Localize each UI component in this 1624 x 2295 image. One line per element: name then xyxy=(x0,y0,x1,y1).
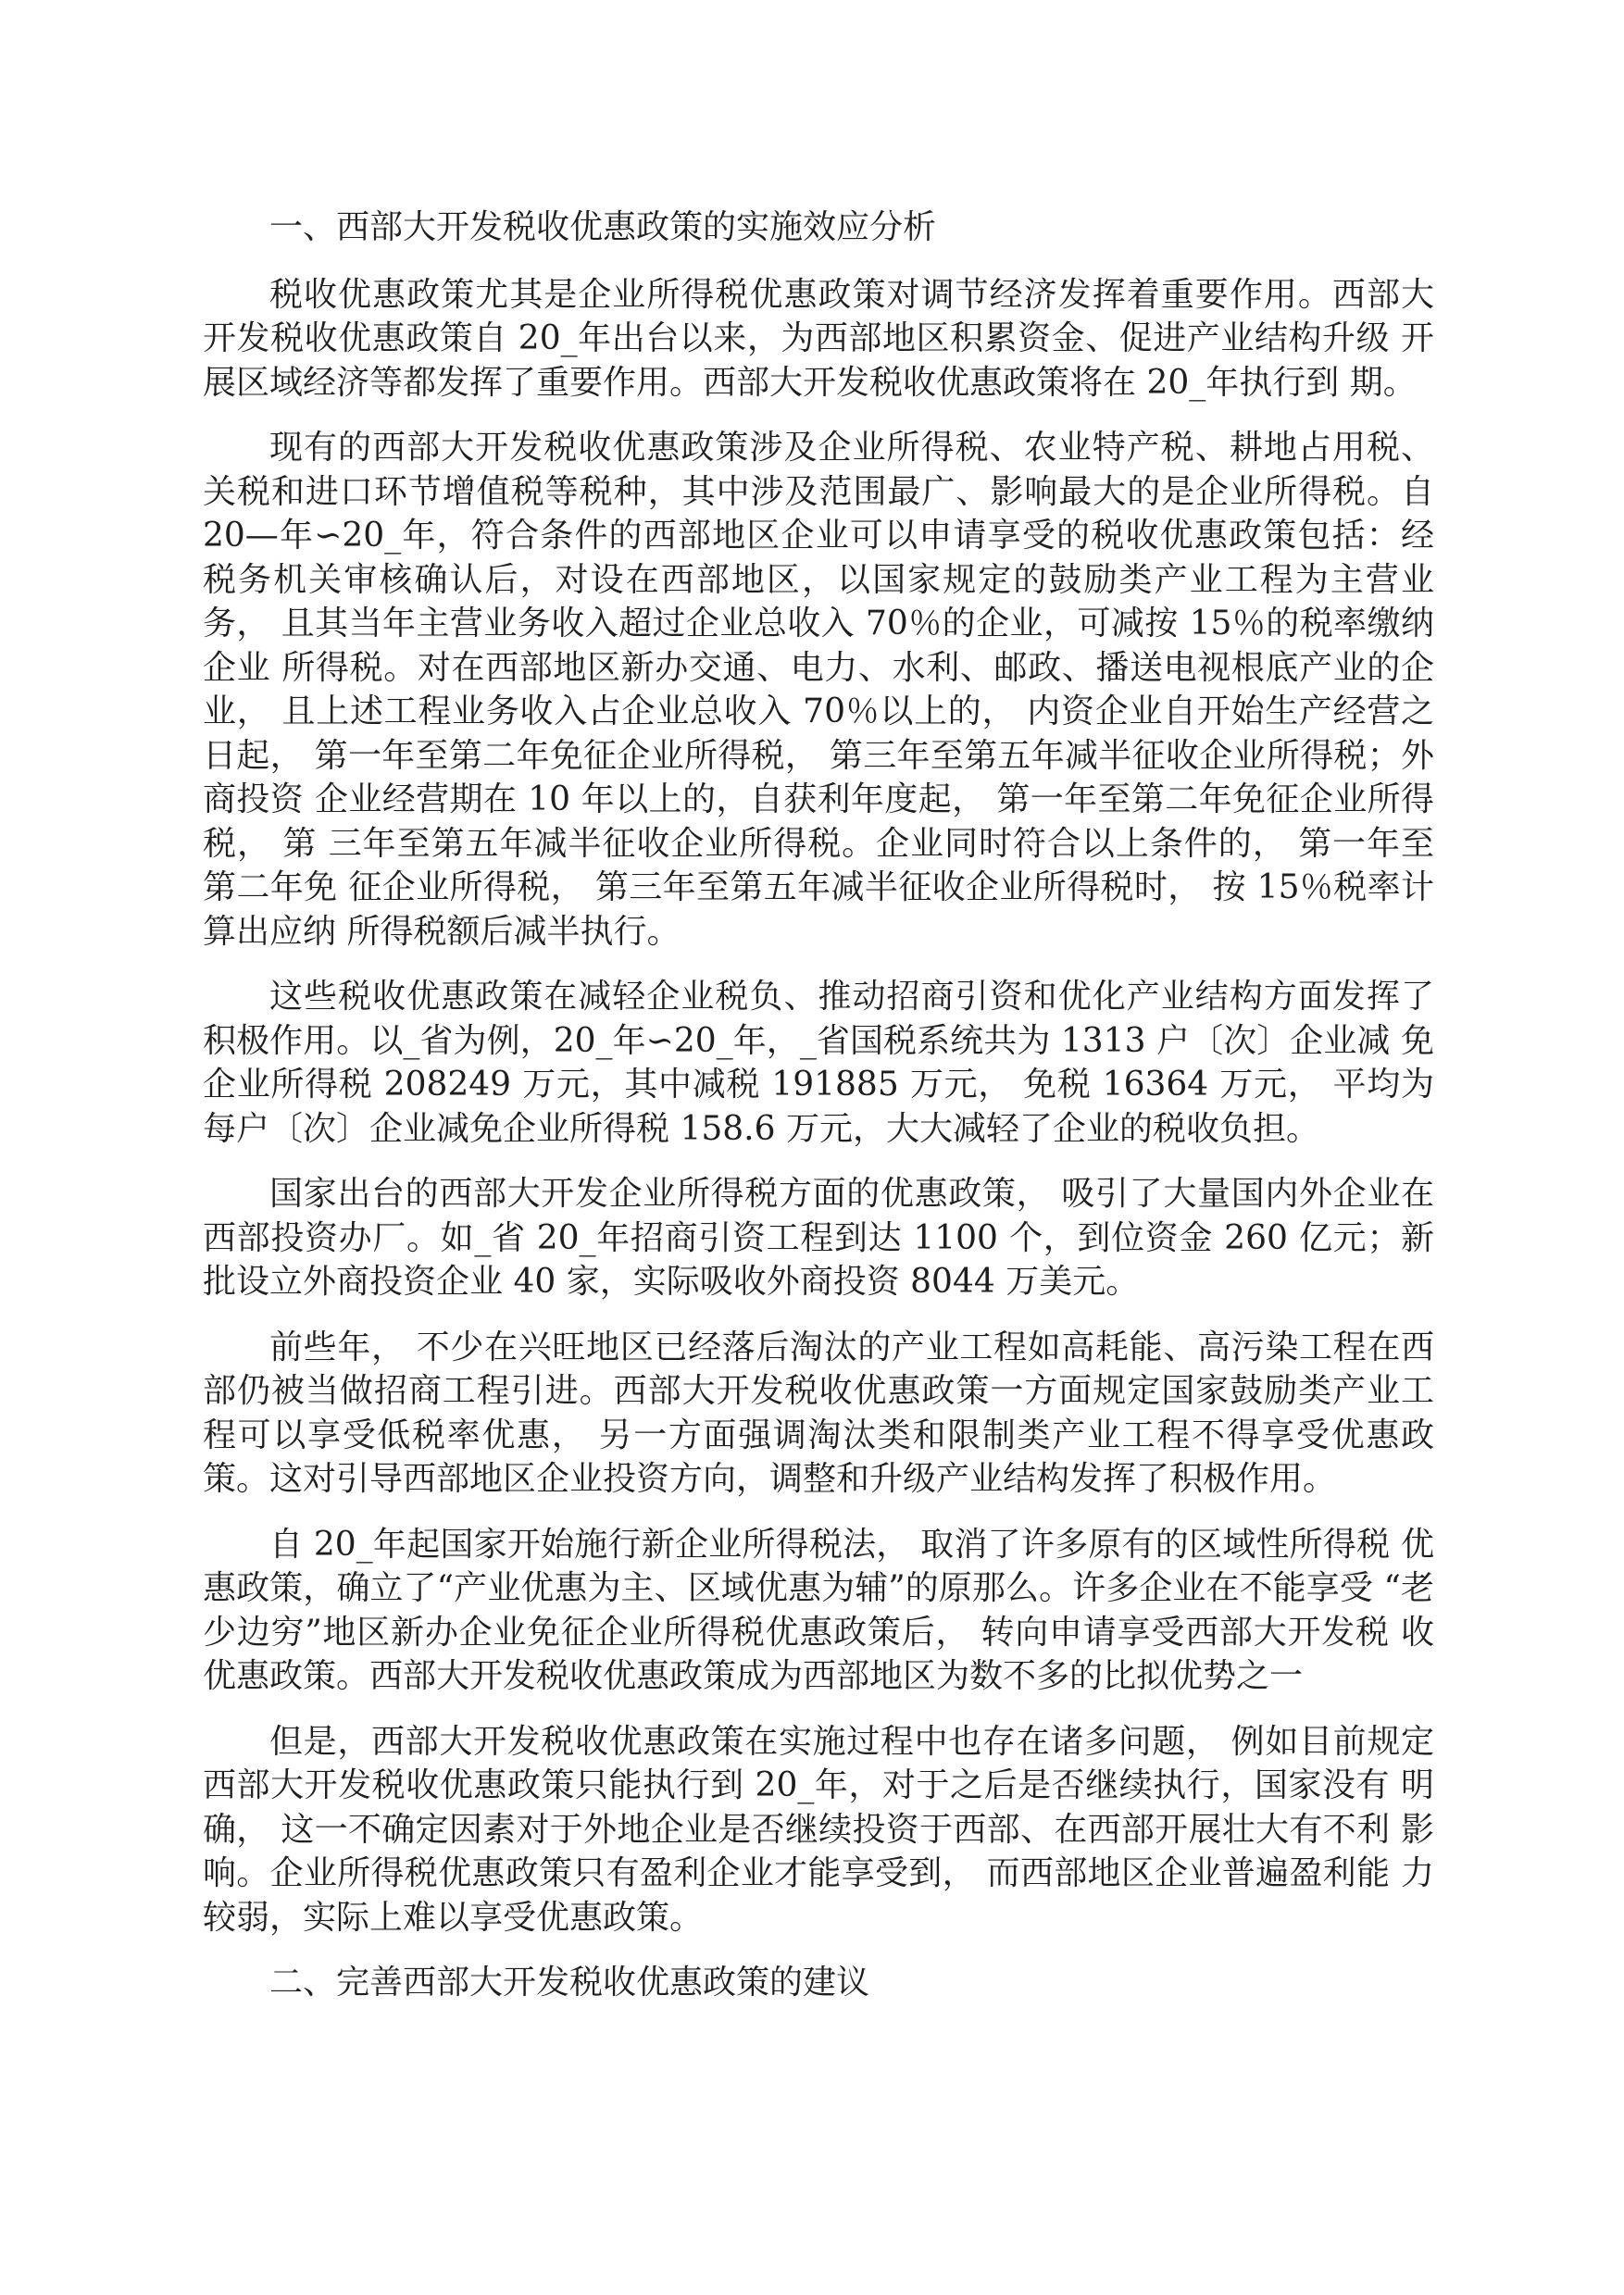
paragraph-7: 但是，西部大开发税收优惠政策在实施过程中也存在诸多问题， 例如目前规定西部大开发税收优惠政策只能执行到 20_年，对于之后是否继续执行，国家没有 明确， 这一不确定因素对于外地企业是否继续投资于西部、在西部开展壮大有不利 影响。企业所得税优惠政策只有盈利企业才能享受到， 而西部地区企业普遍盈利能 力较弱，实际上难以享受优惠政策。 xyxy=(203,1722,1434,1937)
paragraph-2: 现有的西部大开发税收优惠政策涉及企业所得税、农业特产税、耕地占用税、 关税和进口环节增值税等税种，其中涉及范围最广、影响最大的是企业所得税。自 20—年∽20_年，符合条件的西部地区企业可以申请享受的税收优惠政策包括：经 税务机关审核确认后，对设在西部地区，以国家规定的鼓励类产业工程为主营业务， 且其当年主营业务收入超过企业总收入 70％的企业，可减按 15％的税率缴纳企业 所得税。对在西部地区新办交通、电力、水利、邮政、播送电视根底产业的企业， 且上述工程业务收入占企业总收入 70％以上的， 内资企业自开始生产经营之日起， 第一年至第二年免征企业所得税， 第三年至第五年减半征收企业所得税；外商投资 企业经营期在 10 年以上的，自获利年度起， 第一年至第二年免征企业所得税， 第 三年至第五年减半征收企业所得税。企业同时符合以上条件的， 第一年至第二年免 征企业所得税， 第三年至第五年减半征收企业所得税时， 按 15％税率计算出应纳 所得税额后减半执行。 xyxy=(203,429,1434,951)
paragraph-4: 国家出台的西部大开发企业所得税方面的优惠政策， 吸引了大量国内外企业在西部投资办厂。如_省 20_年招商引资工程到达 1100 个，到位资金 260 亿元；新 批设立外商投资企业 40 家，实际吸收外商投资 8044 万美元。 xyxy=(203,1175,1434,1301)
paragraph-5: 前些年， 不少在兴旺地区已经落后淘汰的产业工程如高耗能、高污染工程在西部仍被当做招商工程引进。西部大开发税收优惠政策一方面规定国家鼓励类产业工 程可以享受低税率优惠， 另一方面强调淘汰类和限制类产业工程不得享受优惠政策。这对引导西部地区企业投资方向，调整和升级产业结构发挥了积极作用。 xyxy=(203,1328,1434,1498)
paragraph-1: 税收优惠政策尤其是企业所得税优惠政策对调节经济发挥着重要作用。西部大 开发税收优惠政策自 20_年出台以来，为西部地区积累资金、促进产业结构升级 开展区域经济等都发挥了重要作用。西部大开发税收优惠政策将在 20_年执行到 期。 xyxy=(203,275,1434,402)
section-heading-1: 一、西部大开发税收优惠政策的实施效应分析 xyxy=(269,208,937,246)
paragraph-6: 自 20_年起国家开始施行新企业所得税法， 取消了许多原有的区域性所得税 优惠政策，确立了“产业优惠为主、区域优惠为辅”的原那么。许多企业在不能享受 “老少边穷”地区新办企业免征企业所得税优惠政策后， 转向申请享受西部大开发税 收优惠政策。西部大开发税收优惠政策成为西部地区为数不多的比拟优势之一 xyxy=(203,1525,1434,1695)
section-heading-2: 二、完善西部大开发税收优惠政策的建议 xyxy=(269,1964,870,2002)
document-body xyxy=(203,206,1434,2028)
paragraph-3: 这些税收优惠政策在减轻企业税负、推动招商引资和优化产业结构方面发挥了 积极作用。以_省为例，20_年∽20_年，_省国税系统共为 1313 户〔次〕企业减 免企业所得税 208249 万元，其中减税 191885 万元， 免税 16364 万元， 平均为 每户〔次〕企业减免企业所得税 158.6 万元，大大减轻了企业的税收负担。 xyxy=(203,978,1434,1148)
